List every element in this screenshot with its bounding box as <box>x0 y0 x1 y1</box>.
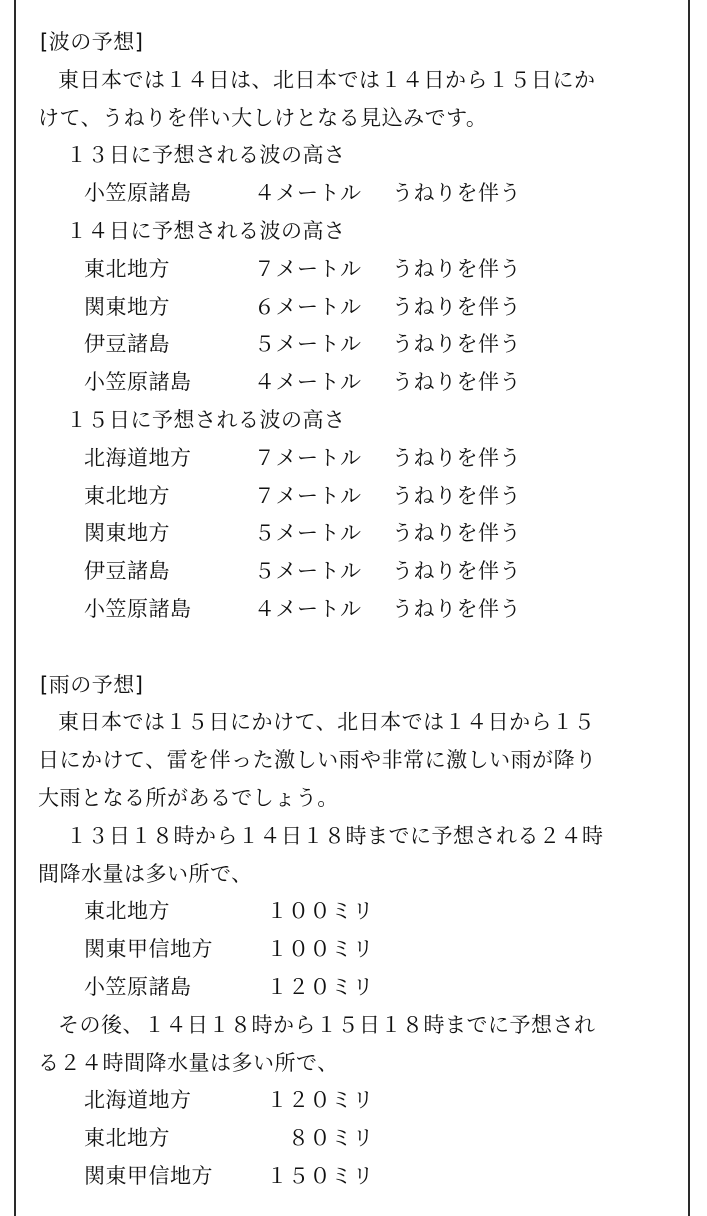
wave-note: うねりを伴う <box>392 181 521 206</box>
section-spacer <box>38 629 678 667</box>
rain-period-text-line-2: 間降水量は多い所で、 <box>38 861 253 886</box>
wave-height: ６メートル <box>254 294 362 319</box>
wave-section-title: [波の予想] <box>40 30 144 54</box>
wave-height: ５メートル <box>254 559 362 584</box>
wave-area: 関東地方 <box>84 521 170 546</box>
wave-note: うねりを伴う <box>392 559 521 584</box>
wave-height: ５メートル <box>254 521 362 546</box>
wave-day-label: １４日に予想される波の高さ <box>66 218 346 243</box>
wave-note: うねりを伴う <box>392 596 521 621</box>
wave-area: 小笠原諸島 <box>84 370 192 395</box>
rain-area: 東北地方 <box>84 1126 170 1151</box>
wave-height: ４メートル <box>254 370 362 395</box>
rain-amount: １００ミリ <box>266 899 374 924</box>
wave-row <box>38 326 678 364</box>
rain-row <box>38 931 678 969</box>
wave-note: うねりを伴う <box>392 294 521 319</box>
rain-intro-line-1: 東日本では１５日にかけて、北日本では１４日から１５ <box>58 710 596 735</box>
rain-row <box>38 969 678 1007</box>
wave-row <box>38 440 678 478</box>
rain-intro-line-3: 大雨となる所があるでしょう。 <box>38 785 339 810</box>
wave-row <box>38 175 678 213</box>
wave-height: ７メートル <box>254 256 362 281</box>
rain-area: 東北地方 <box>84 899 170 924</box>
rain-amount: １２０ミリ <box>266 1088 374 1113</box>
wave-intro-line-1: 東日本では１４日は、北日本では１４日から１５日にか <box>58 67 596 92</box>
wave-row <box>38 478 678 516</box>
wave-area: 小笠原諸島 <box>84 181 192 206</box>
wave-day-label: １５日に予想される波の高さ <box>66 407 346 432</box>
wave-height: ４メートル <box>254 596 362 621</box>
wave-intro-line-2: けて、うねりを伴い大しけとなる見込みです。 <box>38 105 488 130</box>
wave-area: 小笠原諸島 <box>84 596 192 621</box>
wave-row <box>38 591 678 629</box>
rain-area: 北海道地方 <box>84 1088 192 1113</box>
wave-area: 東北地方 <box>84 483 170 508</box>
wave-area: 伊豆諸島 <box>84 332 170 357</box>
forecast-document <box>38 24 678 1196</box>
wave-note: うねりを伴う <box>392 256 521 281</box>
wave-area: 東北地方 <box>84 256 170 281</box>
rain-period-text-line-1: その後、１４日１８時から１５日１８時までに予想され <box>58 1012 596 1037</box>
wave-note: うねりを伴う <box>392 370 521 395</box>
wave-height: ７メートル <box>254 483 362 508</box>
wave-height: ４メートル <box>254 181 362 206</box>
rain-row <box>38 1120 678 1158</box>
rain-period-text-line-2: る２４時間降水量は多い所で、 <box>38 1050 339 1075</box>
wave-area: 伊豆諸島 <box>84 559 170 584</box>
wave-height: ５メートル <box>254 332 362 357</box>
rain-row <box>38 893 678 931</box>
rain-period-text-line-1: １３日１８時から１４日１８時までに予想される２４時 <box>66 823 604 848</box>
wave-note: うねりを伴う <box>392 483 521 508</box>
rain-section-title: [雨の予想] <box>40 672 144 697</box>
wave-row <box>38 515 678 553</box>
wave-row <box>38 251 678 289</box>
wave-note: うねりを伴う <box>392 332 521 357</box>
wave-row <box>38 553 678 591</box>
wave-row <box>38 364 678 402</box>
wave-area: 北海道地方 <box>84 445 192 470</box>
wave-day-label: １３日に予想される波の高さ <box>66 143 346 168</box>
rain-area: 関東甲信地方 <box>84 937 213 962</box>
wave-row <box>38 289 678 327</box>
wave-area: 関東地方 <box>84 294 170 319</box>
rain-intro-line-2: 日にかけて、雷を伴った激しい雨や非常に激しい雨が降り <box>38 748 597 773</box>
rain-row <box>38 1158 678 1196</box>
rain-amount: １２０ミリ <box>266 974 374 999</box>
rain-area: 小笠原諸島 <box>84 974 192 999</box>
rain-amount: ８０ミリ <box>288 1126 374 1151</box>
rain-area: 関東甲信地方 <box>84 1163 213 1188</box>
wave-note: うねりを伴う <box>392 445 521 470</box>
wave-height: ７メートル <box>254 445 362 470</box>
rain-amount: １００ミリ <box>266 937 374 962</box>
rain-row <box>38 1082 678 1120</box>
rain-amount: １５０ミリ <box>266 1163 374 1188</box>
wave-note: うねりを伴う <box>392 521 521 546</box>
